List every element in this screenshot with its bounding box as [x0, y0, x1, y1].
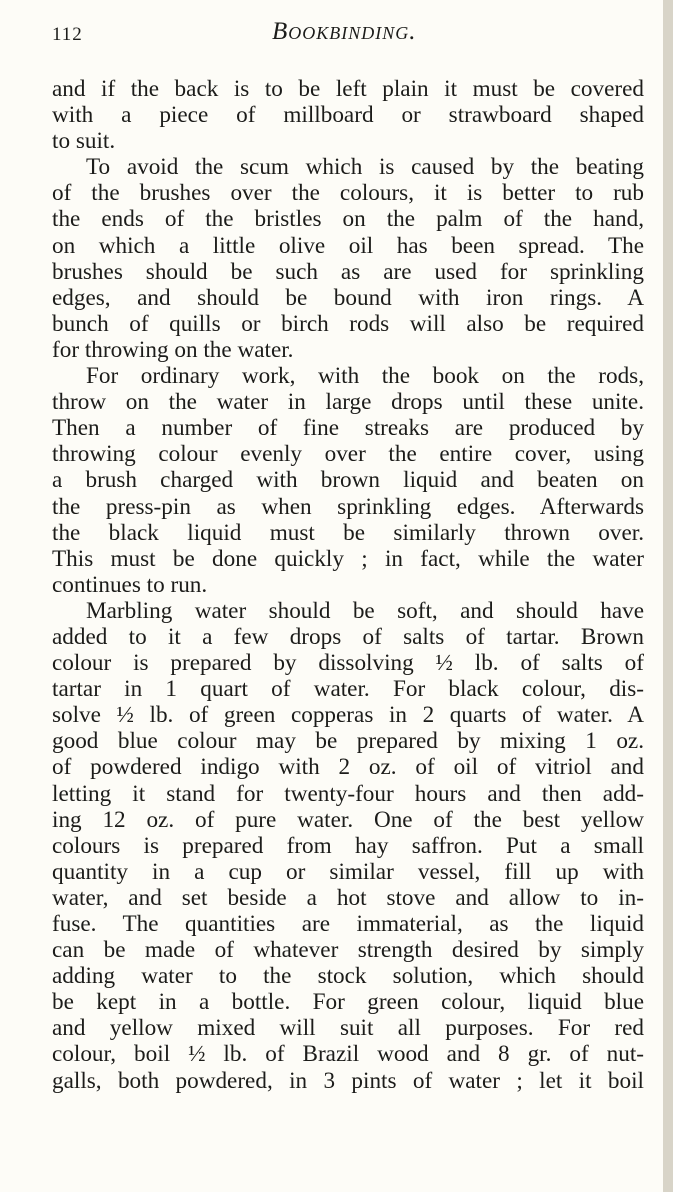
text-line: colours is prepared from hay saffron. Put a small — [52, 832, 644, 859]
text-line: for throwing on the water. — [52, 336, 294, 363]
text-line: added to it a few drops of salts of tartar. Brown — [52, 623, 644, 650]
text-line: and if the back is to be left plain it must be covered — [52, 76, 644, 102]
text-line: can be made of whatever strength desired by simply — [52, 937, 644, 964]
text-line: continues to run. — [52, 571, 208, 598]
text-line: brushes should be such as are used for sprinkling — [52, 258, 644, 285]
text-line: bunch of quills or birch rods will also be required — [52, 310, 644, 337]
text-line: adding water to the stock solution, which should — [52, 963, 644, 990]
text-line: fuse. The quantities are immaterial, as the liquid — [52, 911, 644, 937]
text-line: quantity in a cup or similar vessel, fill up with — [52, 858, 644, 885]
text-line: ing 12 oz. of pure water. One of the best yellow — [52, 806, 644, 833]
text-line: Then a number of fine streaks are produced by — [52, 415, 644, 442]
text-line: the press-pin as when sprinkling edges. Afterwards — [52, 493, 644, 520]
text-line: solve ½ lb. of green copperas in 2 quarts of water. A — [52, 702, 644, 729]
text-line: to suit. — [52, 128, 116, 155]
text-line: the ends of the bristles on the palm of the hand, — [52, 206, 644, 233]
text-line: This must be done quickly ; in fact, while the water — [52, 545, 644, 572]
text-line: be kept in a bottle. For green colour, liquid blue — [52, 989, 644, 1016]
text-line: colour, boil ½ lb. of Brazil wood and 8 gr. of nut- — [52, 1041, 644, 1068]
text-line: on which a little olive oil has been spread. The — [52, 232, 644, 259]
page-header — [52, 18, 644, 54]
text-line: colour is prepared by dissolving ½ lb. of salts of — [52, 650, 644, 677]
text-line: a brush charged with brown liquid and beaten on — [52, 467, 644, 494]
text-line: throw on the water in large drops until these unite. — [52, 389, 644, 416]
running-head: Bookbinding. — [272, 18, 417, 45]
text-line: To avoid the scum which is caused by the beating — [86, 154, 644, 181]
body-text — [52, 76, 644, 1094]
text-line: of the brushes over the colours, it is better to rub — [52, 180, 644, 207]
text-line: throwing colour evenly over the entire cover, using — [52, 441, 644, 468]
text-line: the black liquid must be similarly thrown over. — [52, 519, 644, 546]
text-line: For ordinary work, with the book on the rods, — [86, 363, 644, 390]
page-edge — [663, 0, 673, 1192]
text-line: and yellow mixed will suit all purposes. For red — [52, 1015, 644, 1042]
text-line: good blue colour may be prepared by mixing 1 oz. — [52, 728, 644, 755]
page-number: 112 — [52, 24, 83, 45]
text-line: Marbling water should be soft, and should have — [86, 597, 644, 624]
text-line: letting it stand for twenty-four hours and then add- — [52, 780, 644, 807]
text-line: with a piece of millboard or strawboard shaped — [52, 102, 644, 129]
text-line: galls, both powdered, in 3 pints of water ; let it boil — [52, 1067, 644, 1094]
text-line: water, and set beside a hot stove and allow to in- — [52, 884, 644, 911]
text-line: of powdered indigo with 2 oz. of oil of vitriol and — [52, 754, 644, 781]
text-line: tartar in 1 quart of water. For black colour, dis- — [52, 676, 644, 703]
text-line: edges, and should be bound with iron rings. A — [52, 284, 644, 311]
